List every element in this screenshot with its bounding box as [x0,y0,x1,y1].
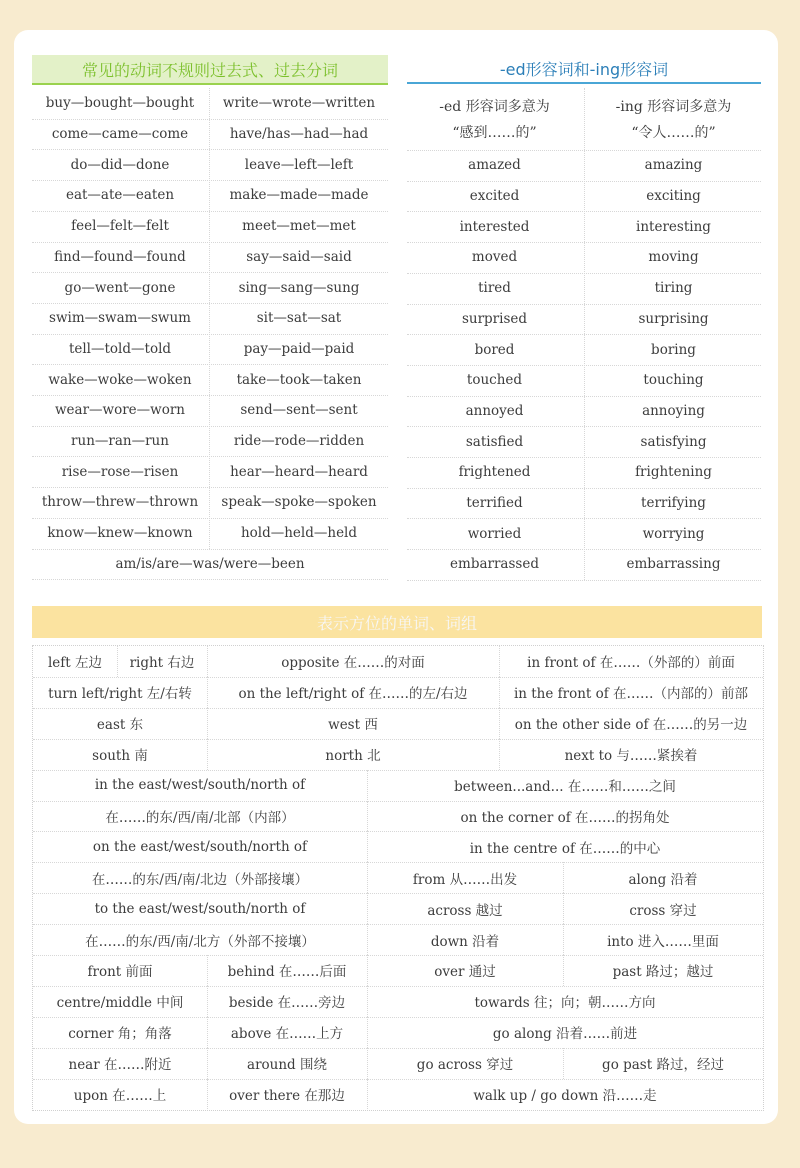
direction-cell: down 沿着 [430,933,500,950]
column-divider [207,677,208,708]
irregular-verb-cell: take—took—taken [236,371,362,388]
ed-head [407,88,582,150]
irregular-verb-cell: ride—rode—ridden [233,433,365,450]
ed-adjective: terrified [466,495,523,512]
ed-adjective: annoyed [465,402,524,419]
column-divider [367,1017,368,1048]
direction-cell: above 在……上方 [230,1026,344,1043]
ing-adjective: tiring [654,280,693,297]
irregular-verb-cell: come—came—come [51,126,189,143]
direction-cell: go across 穿过 [416,1057,514,1074]
direction-cell: on the left/right of 在……的左/右边 [238,686,468,703]
irregular-verb-cell: rise—rose—risen [61,463,179,480]
direction-cell: on the corner of 在……的拐角处 [460,809,670,826]
direction-cell: near 在……附近 [68,1057,172,1074]
irregular-verb-cell: pay—paid—paid [243,340,355,357]
ed-adjective: amazed [468,157,521,174]
direction-cell: from 从……出发 [412,871,518,888]
irregular-verb-cell: hold—held—held [240,525,358,542]
direction-cell: beside 在……旁边 [228,995,346,1012]
ed-adjective: worried [467,525,522,542]
direction-cell: walk up / go down 沿……走 [473,1088,657,1105]
column-divider [207,646,208,677]
direction-cell: past 路过；越过 [612,964,714,981]
direction-cell: over there 在那边 [229,1088,345,1105]
ed-head-line1: -ed 形容词多意为 [439,99,550,115]
irregular-verb-cell: find—found—found [54,248,186,265]
direction-cell: on the other side of 在……的另一边 [514,717,748,734]
column-divider [117,646,118,677]
ed-adjective: tired [478,280,511,297]
ed-adjective: interested [459,218,530,235]
irregular-verbs-table [32,88,388,580]
adjectives-header [407,54,761,82]
ed-adjective: frightened [458,464,531,481]
direction-cell: west 西 [328,717,378,734]
column-divider [367,770,368,801]
column-divider [499,739,500,770]
ing-head-line1: -ing 形容词多意为 [615,99,732,115]
column-divider [563,924,564,955]
irregular-verbs-underline [32,83,388,85]
ing-adjective: boring [651,341,696,358]
row-divider [32,579,388,580]
directions-header [32,606,762,638]
column-divider [563,862,564,893]
direction-cell: front 前面 [87,964,153,981]
direction-cell: in the centre of 在……的中心 [469,840,661,857]
directions-table [32,645,764,1111]
irregular-verb-cell: write—wrote—written [222,95,376,112]
direction-cell: east 东 [96,717,144,734]
direction-cell: go along 沿着……前进 [492,1026,638,1043]
column-divider [367,986,368,1017]
direction-cell: left 左边 [47,655,103,672]
ed-adjective: surprised [461,310,528,327]
direction-cell: centre/middle 中间 [56,995,184,1012]
adjectives-table [407,88,761,580]
irregular-verb-cell: feel—felt—felt [71,218,169,235]
ing-adjective: surprising [638,310,709,327]
column-divider [367,1048,368,1079]
column-divider [367,801,368,832]
column-divider [207,708,208,739]
irregular-verb-cell: go—went—gone [64,279,176,296]
ing-adjective: satisfying [640,433,707,450]
ing-head [586,88,761,150]
column-divider [584,88,585,580]
irregular-verbs-title: 常见的动词不规则过去式、过去分词 [81,60,338,80]
page-card [14,30,778,1124]
direction-cell: between...and... 在……和……之间 [454,779,676,796]
ing-adjective: terrifying [641,495,706,512]
direction-cell: right 右边 [129,655,195,672]
direction-cell: in the east/west/south/north of [94,777,306,794]
irregular-verb-cell: sit—sat—sat [256,310,342,327]
direction-cell: cross 穿过 [629,902,697,919]
direction-cell: in the front of 在……（内部的）前部 [513,686,749,703]
irregular-verb-cell: swim—swam—swum [49,310,191,327]
directions-title: 表示方位的单词、词组 [316,613,477,633]
direction-cell: north 北 [325,748,381,765]
direction-cell: 在……的东/西/南/北部（内部） [105,809,295,826]
irregular-verb-cell: run—ran—run [71,433,169,450]
irregular-verb-cell: do—did—done [70,156,170,173]
adjectives-underline [407,82,761,84]
irregular-verb-cell: throw—threw—thrown [41,494,199,511]
direction-cell: corner 角；角落 [68,1026,172,1043]
ing-adjective: embarrassing [626,556,721,573]
irregular-verbs-header [32,55,388,83]
direction-cell: upon 在……上 [73,1088,167,1105]
direction-cell: around 围绕 [247,1057,327,1074]
irregular-verb-cell: buy—bought—bought [45,95,195,112]
column-divider [499,708,500,739]
direction-cell: south 南 [92,748,148,765]
ed-head-line2: “感到……的” [452,125,537,141]
direction-cell: towards 往；向；朝……方向 [474,995,656,1012]
column-divider [207,955,208,986]
column-divider [367,831,368,862]
irregular-verb-cell: make—made—made [229,187,369,204]
column-divider [563,1048,564,1079]
direction-cell: over 通过 [434,964,496,981]
ed-adjective: bored [474,341,515,358]
column-divider [563,955,564,986]
adjectives-title: -ed形容词和-ing形容词 [499,59,669,79]
direction-cell: behind 在……后面 [227,964,347,981]
ing-adjective: worrying [642,525,705,542]
irregular-verb-cell: leave—left—left [244,156,354,173]
irregular-verb-last: am/is/are—was/were—been [115,555,305,572]
direction-cell: go past 路过，经过 [602,1057,724,1074]
column-divider [207,1079,208,1110]
irregular-verb-cell: eat—ate—eaten [65,187,175,204]
ing-adjective: amazing [644,157,703,174]
ed-adjective: moved [471,249,518,266]
direction-cell: along 沿着 [628,871,698,888]
direction-cell: opposite 在……的对面 [281,655,425,672]
ed-adjective: touched [466,372,523,389]
ed-adjective: embarrassed [450,556,539,573]
irregular-verb-cell: wear—wore—worn [54,402,185,419]
direction-cell: in front of 在……（外部的）前面 [527,655,735,672]
ing-adjective: annoying [642,402,705,419]
column-divider [209,88,210,549]
row-divider [407,580,761,581]
irregular-verb-cell: speak—spoke—spoken [221,494,377,511]
column-divider [367,1079,368,1110]
ing-head-line2: “令人……的” [631,125,716,141]
column-divider [499,677,500,708]
irregular-verb-cell: sing—sang—sung [238,279,360,296]
ing-adjective: moving [648,249,699,266]
irregular-verb-cell: wake—woke—woken [48,371,192,388]
irregular-verb-cell: send—sent—sent [240,402,358,419]
irregular-verb-cell: have/has—had—had [229,126,369,143]
column-divider [207,1048,208,1079]
irregular-verb-cell: know—knew—known [47,525,193,542]
column-divider [499,646,500,677]
direction-cell: into 进入……里面 [607,933,719,950]
column-divider [207,739,208,770]
ed-adjective: excited [469,188,520,205]
column-divider [207,986,208,1017]
column-divider [207,1017,208,1048]
ing-adjective: touching [643,372,704,389]
direction-cell: across 越过 [427,902,503,919]
ing-adjective: frightening [635,464,712,481]
irregular-verb-cell: tell—told—told [68,340,172,357]
column-divider [367,862,368,893]
column-divider [367,924,368,955]
column-divider [367,893,368,924]
direction-cell: 在……的东/西/南/北方（外部不接壤） [85,933,315,950]
ing-adjective: exciting [646,188,701,205]
ing-adjective: interesting [636,218,711,235]
direction-cell: to the east/west/south/north of [94,900,306,917]
irregular-verb-cell: meet—met—met [242,218,356,235]
column-divider [367,955,368,986]
irregular-verb-cell: hear—heard—heard [230,463,368,480]
direction-cell: next to 与……紧挨着 [564,748,698,765]
column-divider [563,893,564,924]
direction-cell: on the east/west/south/north of [92,838,308,855]
direction-cell: 在……的东/西/南/北边（外部接壤） [91,871,309,888]
ed-adjective: satisfied [465,433,524,450]
direction-cell: turn left/right 左/右转 [48,686,192,703]
irregular-verb-cell: say—said—said [246,248,352,265]
